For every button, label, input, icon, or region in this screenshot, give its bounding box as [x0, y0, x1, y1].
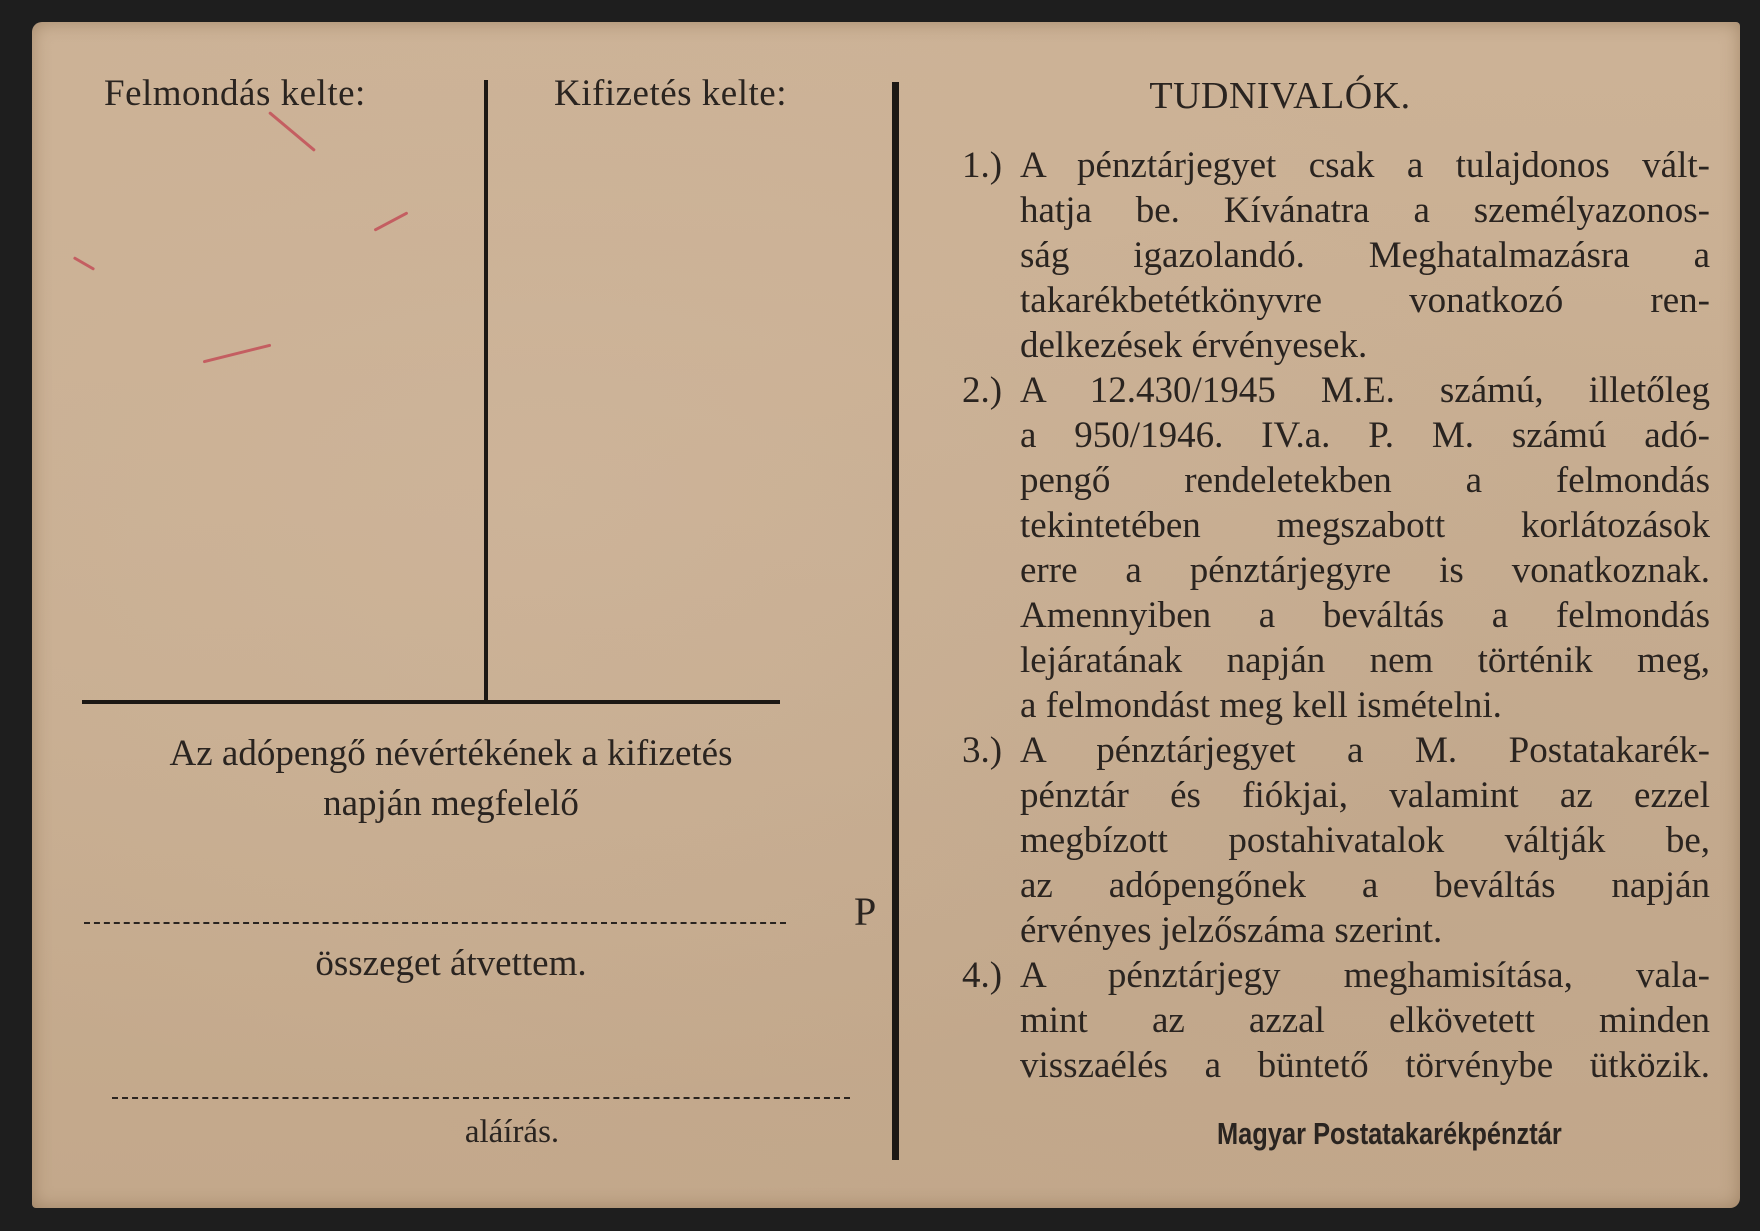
tudnivalok-title: TUDNIVALÓK.: [1149, 75, 1411, 117]
received-text: összeget átvettem.: [315, 943, 587, 984]
item-3-line: érvényes jelzőszáma szerint.: [1020, 910, 1443, 951]
item-3-number: 3.): [962, 730, 1003, 771]
item-2-line: lejáratának napján nem történik meg,: [1020, 640, 1710, 681]
signature-line[interactable]: [112, 1097, 850, 1099]
item-3-line: az adópengőnek a beváltás napján: [1020, 865, 1710, 906]
item-1-line: hatja be. Kívánatra a személyazonos-: [1020, 190, 1710, 231]
item-4-line: visszaélés a büntető törvénybe ütközik.: [1020, 1045, 1710, 1086]
amount-text-line1: Az adópengő névértékének a kifizetés: [169, 733, 733, 774]
item-4-line: A pénztárjegy meghamisítása, vala-: [1020, 955, 1710, 996]
item-1-line: delkezések érvényesek.: [1020, 325, 1368, 366]
felmondas-kelte-label: Felmondás kelte:: [104, 73, 366, 114]
item-1-line: A pénztárjegyet csak a tulajdonos vált-: [1020, 145, 1710, 186]
item-1-number: 1.): [962, 145, 1003, 186]
date-section-bottom-rule: [82, 700, 780, 704]
item-1-line: ság igazolandó. Meghatalmazásra a: [1020, 235, 1710, 276]
item-2-number: 2.): [962, 370, 1003, 411]
item-2-line: a 950/1946. IV.a. P. M. számú adó-: [1020, 415, 1710, 456]
amount-text-line2: napján megfelelő: [323, 783, 579, 824]
red-stamp-mark: [203, 344, 272, 364]
item-4-number: 4.): [962, 955, 1003, 996]
item-3-line: A pénztárjegyet a M. Postatakarék-: [1020, 730, 1710, 771]
red-stamp-mark: [374, 211, 409, 231]
postal-savings-card: [32, 22, 1740, 1208]
currency-symbol: P: [854, 889, 877, 934]
amount-entry-line[interactable]: [84, 922, 786, 924]
item-2-line: a felmondást meg kell ismételni.: [1020, 685, 1502, 726]
issuer-name: Magyar Postatakarékpénztár: [1217, 1116, 1562, 1151]
item-2-line: pengő rendeletekben a felmondás: [1020, 460, 1710, 501]
item-4-line: mint az azzal elkövetett minden: [1020, 1000, 1710, 1041]
kifizetes-kelte-label: Kifizetés kelte:: [554, 73, 787, 114]
red-stamp-mark: [268, 111, 316, 152]
item-2-line: Amennyiben a beváltás a felmondás: [1020, 595, 1710, 636]
signature-label: aláírás.: [464, 1114, 560, 1150]
date-column-divider: [484, 80, 488, 702]
item-2-line: A 12.430/1945 M.E. számú, illetőleg: [1020, 370, 1710, 411]
item-2-line: erre a pénztárjegyre is vonatkoznak.: [1020, 550, 1710, 591]
item-1-line: takarékbetétkönyvre vonatkozó ren-: [1020, 280, 1710, 321]
main-column-divider: [892, 82, 899, 1160]
item-3-line: megbízott postahivatalok váltják be,: [1020, 820, 1710, 861]
item-3-line: pénztár és fiókjai, valamint az ezzel: [1020, 775, 1710, 816]
item-2-line: tekintetében megszabott korlátozások: [1020, 505, 1710, 546]
red-stamp-mark: [73, 256, 95, 271]
